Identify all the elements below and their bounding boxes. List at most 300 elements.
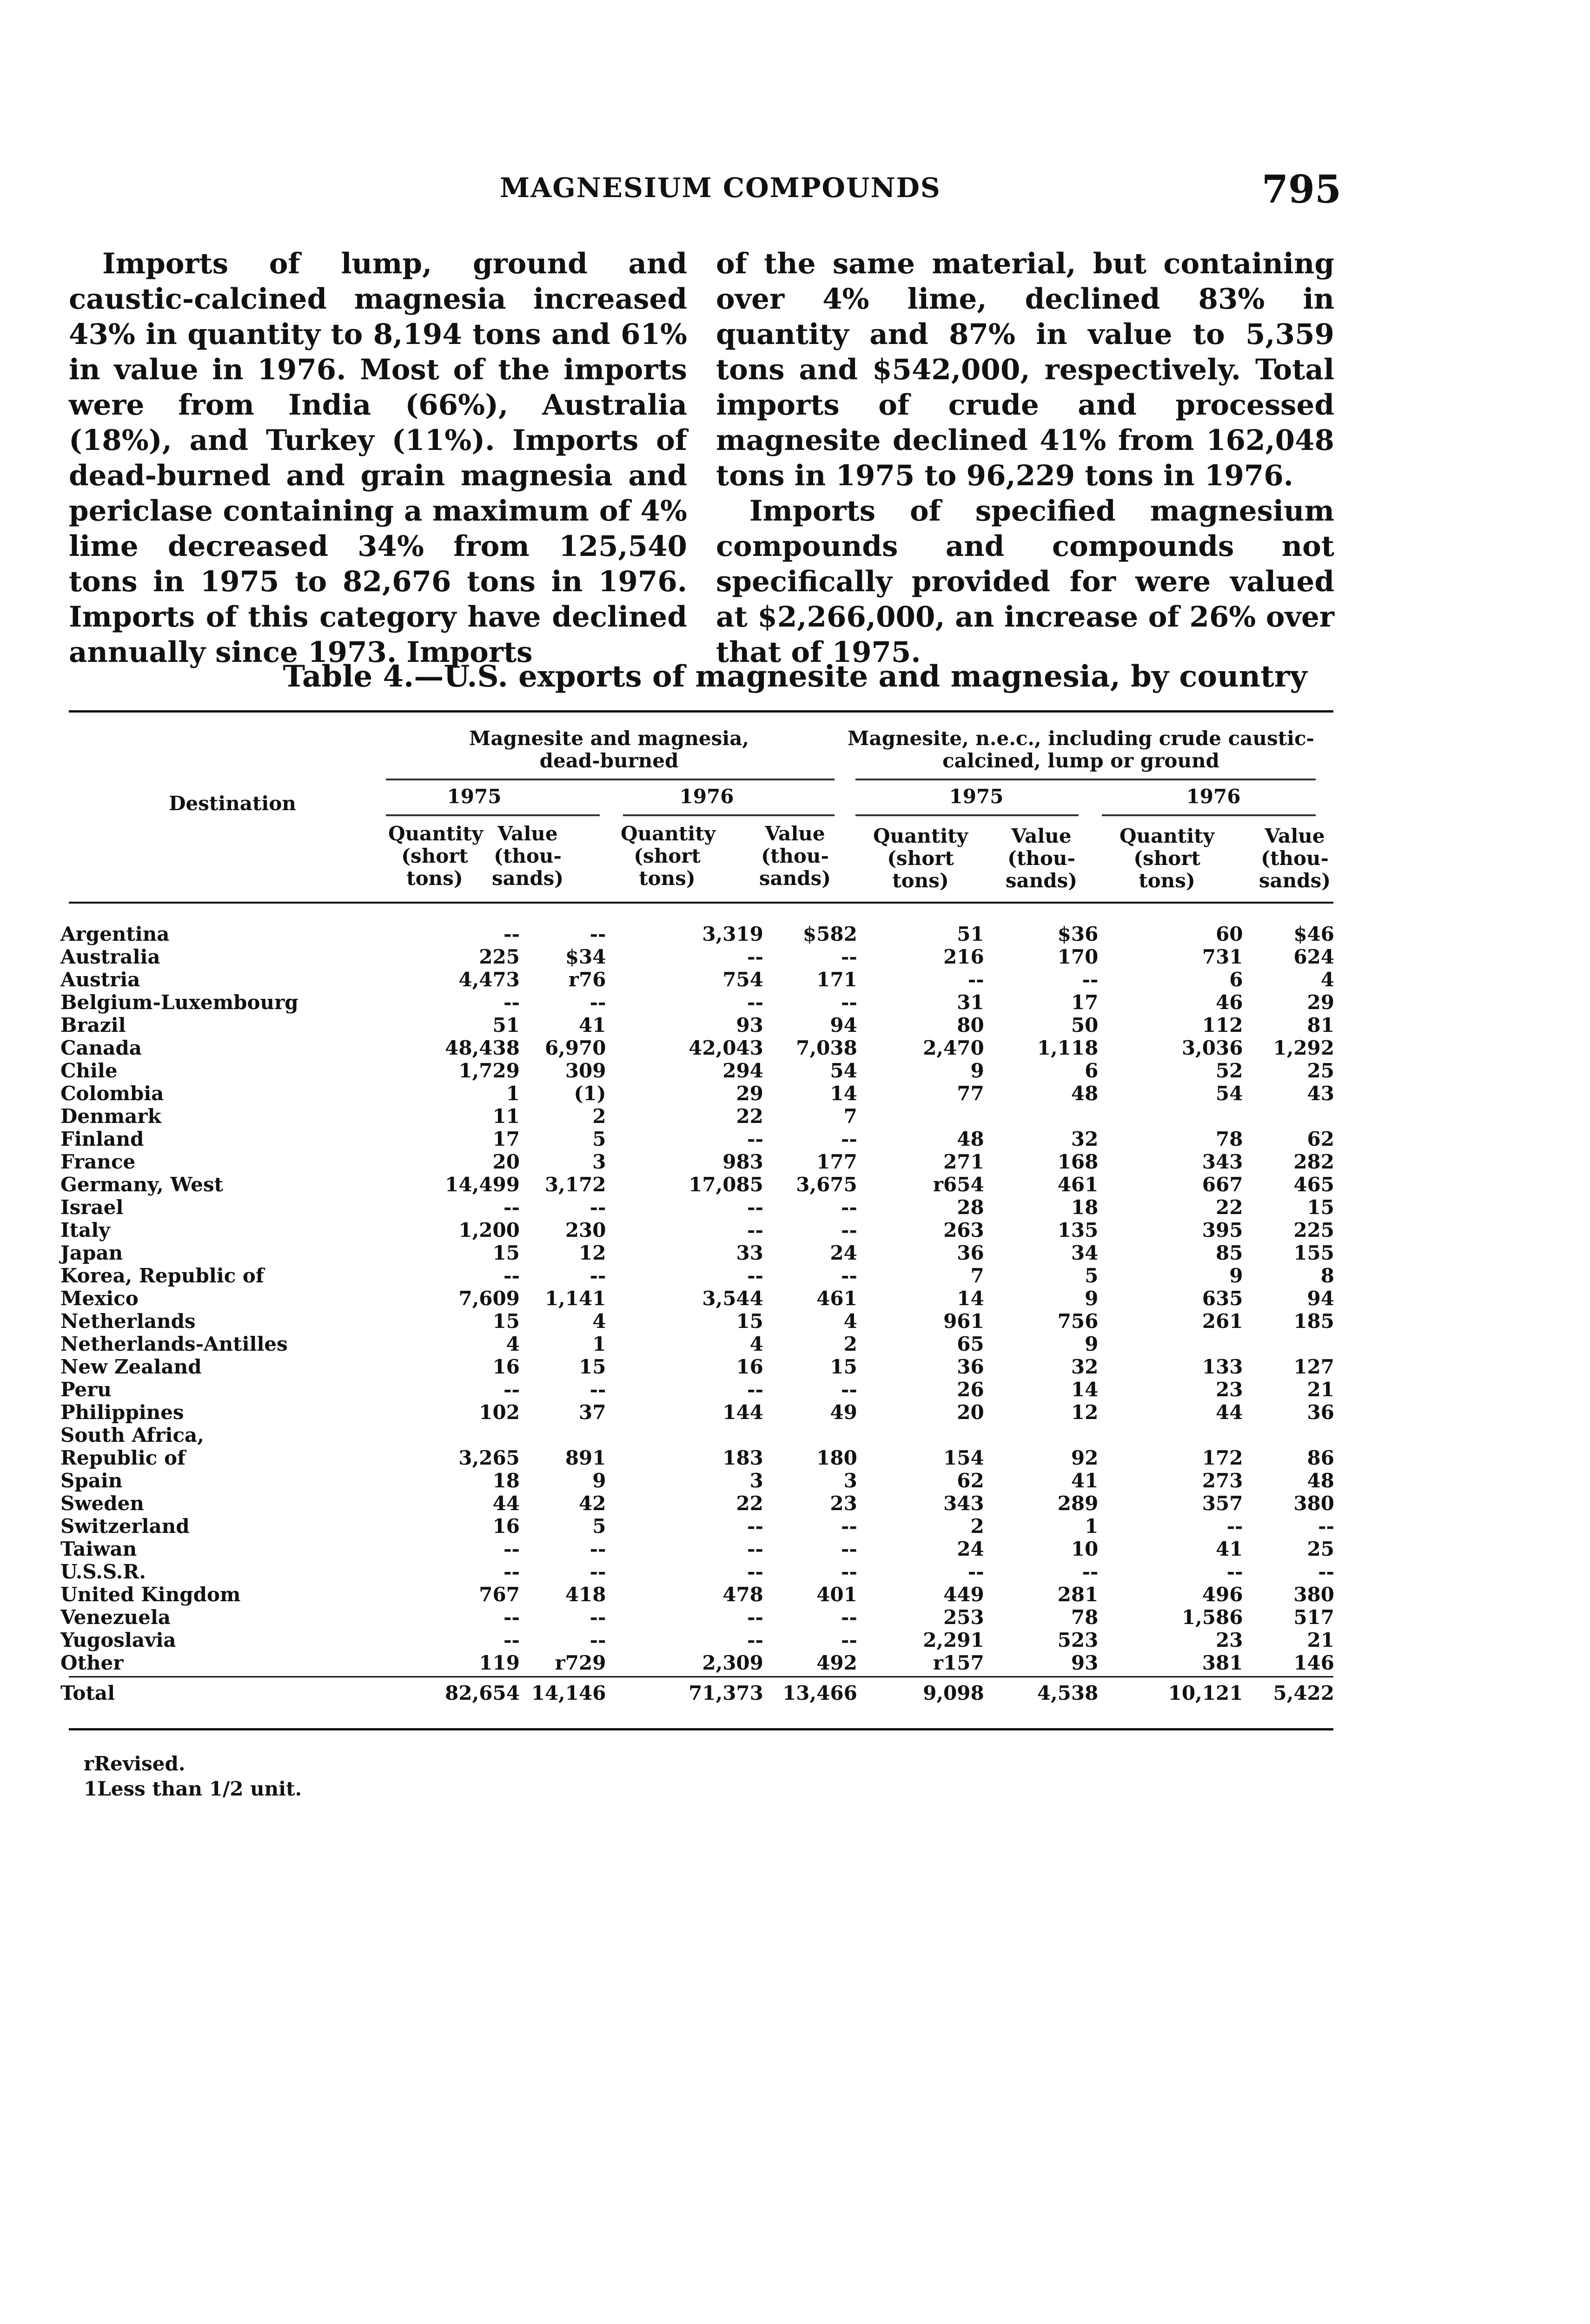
value-cell: 29 bbox=[1307, 991, 1334, 1014]
value-cell: 891 bbox=[565, 1446, 606, 1469]
value-cell: 5 bbox=[1085, 1264, 1099, 1287]
value-cell: 4 bbox=[592, 1310, 606, 1333]
value-cell: 523 bbox=[1057, 1629, 1099, 1651]
value-cell: 492 bbox=[816, 1651, 857, 1674]
year-underline bbox=[1102, 814, 1316, 816]
year-underline bbox=[386, 814, 600, 816]
table-row bbox=[60, 1173, 1334, 1196]
value-cell: 309 bbox=[565, 1059, 606, 1082]
value-cell: 25 bbox=[1307, 1059, 1334, 1082]
value-cell bbox=[1243, 1105, 1334, 1128]
value-cell: 51 bbox=[957, 923, 984, 945]
destination-cell: Colombia bbox=[60, 1082, 164, 1105]
value-cell: 12 bbox=[1071, 1401, 1099, 1424]
table-title: Table 4.—U.S. exports of magnesite and magnesia, by country bbox=[283, 659, 1307, 694]
value-cell: 32 bbox=[1071, 1128, 1099, 1150]
value-cell: 34 bbox=[1071, 1241, 1099, 1264]
destination-cell: Switzerland bbox=[60, 1515, 190, 1538]
value-cell: 12 bbox=[579, 1241, 606, 1264]
value-cell: -- bbox=[841, 1196, 857, 1219]
value-cell: 9 bbox=[970, 1059, 984, 1082]
destination-cell: Sweden bbox=[60, 1492, 144, 1515]
total-row bbox=[60, 1674, 1334, 1704]
value-cell: 42 bbox=[579, 1492, 606, 1515]
table-row bbox=[60, 1446, 1334, 1469]
destination-cell: Belgium-Luxembourg bbox=[60, 991, 298, 1014]
value-cell: -- bbox=[841, 991, 857, 1014]
value-cell: 230 bbox=[565, 1219, 606, 1241]
value-cell: 29 bbox=[736, 1082, 763, 1105]
value-cell: -- bbox=[590, 991, 606, 1014]
value-cell: 961 bbox=[943, 1310, 984, 1333]
value-cell: -- bbox=[590, 1264, 606, 1287]
value-cell: 36 bbox=[1307, 1401, 1334, 1424]
value-cell: 1 bbox=[592, 1333, 606, 1355]
value-cell: 77 bbox=[957, 1082, 984, 1105]
destination-cell: Spain bbox=[60, 1469, 123, 1492]
group-header-caustic: Magnesite, n.e.c., including crude caustic-calcined, lump or ground bbox=[848, 727, 1314, 772]
value-cell: 22 bbox=[1216, 1196, 1243, 1219]
destination-cell: Japan bbox=[60, 1241, 123, 1264]
value-cell bbox=[416, 1424, 520, 1446]
value-cell: 185 bbox=[1293, 1310, 1334, 1333]
value-cell: 2 bbox=[843, 1333, 857, 1355]
destination-cell: Venezuela bbox=[60, 1606, 171, 1629]
value-cell: 24 bbox=[830, 1241, 857, 1264]
value-cell: 119 bbox=[479, 1651, 520, 1674]
value-cell: 3,319 bbox=[702, 923, 763, 945]
value-cell: 271 bbox=[943, 1150, 984, 1173]
value-cell: 44 bbox=[492, 1492, 520, 1515]
value-cell: 2,470 bbox=[923, 1037, 984, 1059]
value-cell: 4 bbox=[843, 1310, 857, 1333]
value-cell: 48 bbox=[1071, 1082, 1099, 1105]
value-header: Value (thou- sands) bbox=[1005, 825, 1078, 892]
value-cell: 14,499 bbox=[445, 1173, 520, 1196]
value-cell: 4,473 bbox=[458, 968, 520, 991]
value-cell: 154 bbox=[943, 1446, 984, 1469]
paragraph: Imports of specified magnesium compounds and compounds not specifically provided for were valued at $2,266,000, an increase of 26% over that of 1975. bbox=[716, 495, 1334, 669]
value-cell: -- bbox=[747, 1560, 763, 1583]
value-cell: 5,422 bbox=[1273, 1682, 1334, 1704]
value-cell: 15 bbox=[736, 1310, 763, 1333]
value-cell: 478 bbox=[722, 1583, 763, 1606]
destination-cell: Taiwan bbox=[60, 1538, 137, 1560]
table-row bbox=[60, 1219, 1334, 1241]
value-cell: 1,141 bbox=[544, 1287, 606, 1310]
destination-cell: Mexico bbox=[60, 1287, 139, 1310]
value-cell: 168 bbox=[1057, 1150, 1099, 1173]
value-cell: -- bbox=[841, 1128, 857, 1150]
value-cell: 1 bbox=[1085, 1515, 1099, 1538]
value-cell: 465 bbox=[1293, 1173, 1334, 1196]
value-cell: 102 bbox=[479, 1401, 520, 1424]
header-bottom-rule bbox=[69, 902, 1333, 904]
value-cell: 15 bbox=[492, 1310, 520, 1333]
body-column-left bbox=[69, 246, 687, 670]
value-cell: 756 bbox=[1057, 1310, 1099, 1333]
value-cell: 2 bbox=[592, 1105, 606, 1128]
value-cell: 26 bbox=[957, 1378, 984, 1401]
value-cell: 3 bbox=[592, 1150, 606, 1173]
value-cell: 36 bbox=[957, 1241, 984, 1264]
total-rule bbox=[69, 1676, 1333, 1677]
exports-table bbox=[60, 923, 1334, 1704]
table-row bbox=[60, 1287, 1334, 1310]
value-cell: 4,538 bbox=[1037, 1682, 1099, 1704]
value-cell: -- bbox=[504, 1196, 520, 1219]
value-cell: 14 bbox=[957, 1287, 984, 1310]
value-cell: 496 bbox=[1202, 1583, 1243, 1606]
value-cell: r654 bbox=[933, 1173, 984, 1196]
value-cell: 71,373 bbox=[689, 1682, 763, 1704]
destination-cell: Australia bbox=[60, 945, 160, 968]
value-cell: 16 bbox=[492, 1515, 520, 1538]
value-cell: 1 bbox=[506, 1082, 520, 1105]
value-cell: 146 bbox=[1293, 1651, 1334, 1674]
destination-cell: South Africa, bbox=[60, 1424, 204, 1446]
value-cell: 80 bbox=[957, 1014, 984, 1037]
table-top-rule bbox=[69, 710, 1333, 713]
value-cell: 6 bbox=[1085, 1059, 1099, 1082]
value-cell: 7,038 bbox=[796, 1037, 857, 1059]
table-row bbox=[60, 1333, 1334, 1355]
value-cell: -- bbox=[504, 923, 520, 945]
footnote-revised: rRevised. bbox=[84, 1752, 186, 1775]
table-row bbox=[60, 1515, 1334, 1538]
table-row bbox=[60, 1378, 1334, 1401]
value-cell: 767 bbox=[479, 1583, 520, 1606]
value-cell: -- bbox=[841, 1629, 857, 1651]
value-cell: -- bbox=[747, 1378, 763, 1401]
value-cell: 395 bbox=[1202, 1219, 1243, 1241]
value-cell: -- bbox=[747, 1629, 763, 1651]
value-cell: -- bbox=[841, 1560, 857, 1583]
value-cell: -- bbox=[967, 1560, 984, 1583]
destination-cell: Chile bbox=[60, 1059, 118, 1082]
destination-cell: Finland bbox=[60, 1128, 144, 1150]
value-cell: 17,085 bbox=[689, 1173, 763, 1196]
table-row bbox=[60, 1037, 1334, 1059]
value-cell: 16 bbox=[736, 1355, 763, 1378]
value-cell: $582 bbox=[802, 923, 857, 945]
value-cell: 18 bbox=[492, 1469, 520, 1492]
value-cell: 216 bbox=[943, 945, 984, 968]
value-cell: 273 bbox=[1202, 1469, 1243, 1492]
value-cell bbox=[1098, 1424, 1243, 1446]
value-cell: 21 bbox=[1307, 1378, 1334, 1401]
value-cell: 6,970 bbox=[544, 1037, 606, 1059]
value-cell: 20 bbox=[957, 1401, 984, 1424]
value-cell bbox=[984, 1424, 1099, 1446]
value-cell: 177 bbox=[816, 1150, 857, 1173]
value-cell: -- bbox=[590, 923, 606, 945]
value-cell: 33 bbox=[736, 1241, 763, 1264]
value-cell: 54 bbox=[830, 1059, 857, 1082]
destination-header: Destination bbox=[169, 792, 296, 815]
year-header: 1976 bbox=[679, 785, 734, 808]
value-cell: $36 bbox=[1057, 923, 1099, 945]
value-cell: 17 bbox=[1071, 991, 1099, 1014]
value-cell: 127 bbox=[1293, 1355, 1334, 1378]
value-cell: 46 bbox=[1216, 991, 1243, 1014]
value-cell: -- bbox=[841, 1515, 857, 1538]
value-cell: 225 bbox=[479, 945, 520, 968]
value-cell: 3,036 bbox=[1181, 1037, 1243, 1059]
value-cell: 731 bbox=[1202, 945, 1243, 968]
value-cell: 294 bbox=[722, 1059, 763, 1082]
value-cell bbox=[857, 1424, 984, 1446]
table-row bbox=[60, 1560, 1334, 1583]
table-row bbox=[60, 1538, 1334, 1560]
value-cell: -- bbox=[504, 1264, 520, 1287]
destination-cell: Netherlands-Antilles bbox=[60, 1333, 288, 1355]
value-cell: 94 bbox=[830, 1014, 857, 1037]
value-cell: 60 bbox=[1216, 923, 1243, 945]
value-cell: -- bbox=[590, 1196, 606, 1219]
value-cell: -- bbox=[747, 1538, 763, 1560]
value-cell: 133 bbox=[1202, 1355, 1243, 1378]
table-row bbox=[60, 991, 1334, 1014]
quantity-header: Quantity (short tons) bbox=[1119, 825, 1215, 892]
value-cell: 31 bbox=[957, 991, 984, 1014]
value-cell: -- bbox=[590, 1538, 606, 1560]
value-cell: 1,118 bbox=[1037, 1037, 1099, 1059]
year-header: 1975 bbox=[447, 785, 502, 808]
destination-cell: France bbox=[60, 1150, 136, 1173]
value-cell: -- bbox=[1226, 1560, 1243, 1583]
value-cell: 81 bbox=[1307, 1014, 1334, 1037]
value-cell: 380 bbox=[1293, 1492, 1334, 1515]
value-cell: $34 bbox=[565, 945, 606, 968]
value-cell: 86 bbox=[1307, 1446, 1334, 1469]
value-cell: 225 bbox=[1293, 1219, 1334, 1241]
page-header bbox=[0, 163, 1590, 218]
year-underline bbox=[855, 814, 1079, 816]
value-cell: 418 bbox=[565, 1583, 606, 1606]
value-cell: 6 bbox=[1229, 968, 1243, 991]
value-cell: -- bbox=[841, 1606, 857, 1629]
value-cell: 381 bbox=[1202, 1651, 1243, 1674]
value-cell: -- bbox=[747, 1515, 763, 1538]
value-cell: 85 bbox=[1216, 1241, 1243, 1264]
value-cell: 2,309 bbox=[702, 1651, 763, 1674]
group-header-dead-burned: Magnesite and magnesia, dead-burned bbox=[469, 727, 749, 772]
value-cell: 3 bbox=[749, 1469, 763, 1492]
running-title: MAGNESIUM COMPOUNDS bbox=[500, 172, 941, 204]
value-cell: 23 bbox=[830, 1492, 857, 1515]
value-header: Value (thou- sands) bbox=[491, 822, 564, 890]
value-cell bbox=[1243, 1333, 1334, 1355]
value-cell: 21 bbox=[1307, 1629, 1334, 1651]
destination-cell: Italy bbox=[60, 1219, 110, 1241]
destination-cell: Peru bbox=[60, 1378, 112, 1401]
value-cell: 3,265 bbox=[458, 1446, 520, 1469]
value-cell: 1,292 bbox=[1273, 1037, 1334, 1059]
table-row bbox=[60, 1629, 1334, 1651]
value-cell: 48 bbox=[957, 1128, 984, 1150]
value-cell: -- bbox=[967, 968, 984, 991]
value-cell: 62 bbox=[1307, 1128, 1334, 1150]
value-cell: 51 bbox=[492, 1014, 520, 1037]
value-cell: -- bbox=[1082, 1560, 1099, 1583]
value-cell: 93 bbox=[1071, 1651, 1099, 1674]
destination-cell: Argentina bbox=[60, 923, 170, 945]
quantity-header: Quantity (short tons) bbox=[873, 825, 968, 892]
value-cell: 343 bbox=[943, 1492, 984, 1515]
value-cell: r729 bbox=[555, 1651, 606, 1674]
value-cell: 15 bbox=[830, 1355, 857, 1378]
value-header: Value (thou- sands) bbox=[1259, 825, 1331, 892]
value-cell: 253 bbox=[943, 1606, 984, 1629]
value-cell: 461 bbox=[1057, 1173, 1099, 1196]
value-cell: -- bbox=[504, 1378, 520, 1401]
value-cell: 135 bbox=[1057, 1219, 1099, 1241]
value-cell: 54 bbox=[1216, 1082, 1243, 1105]
value-cell: 49 bbox=[830, 1401, 857, 1424]
table-row bbox=[60, 945, 1334, 968]
destination-cell: U.S.S.R. bbox=[60, 1560, 146, 1583]
value-cell: 635 bbox=[1202, 1287, 1243, 1310]
value-cell: 1,729 bbox=[458, 1059, 520, 1082]
value-cell: 17 bbox=[492, 1128, 520, 1150]
destination-cell: Austria bbox=[60, 968, 140, 991]
value-cell: 5 bbox=[592, 1515, 606, 1538]
value-cell: 112 bbox=[1202, 1014, 1243, 1037]
table-row bbox=[60, 1651, 1334, 1674]
value-cell: 9,098 bbox=[923, 1682, 984, 1704]
quantity-header: Quantity (short tons) bbox=[388, 822, 484, 890]
footnote-less-than: 1Less than 1/2 unit. bbox=[84, 1777, 302, 1800]
destination-cell: Netherlands bbox=[60, 1310, 196, 1333]
value-cell: -- bbox=[841, 1538, 857, 1560]
value-cell: 1,200 bbox=[458, 1219, 520, 1241]
value-cell: -- bbox=[841, 1378, 857, 1401]
value-cell: 18 bbox=[1071, 1196, 1099, 1219]
value-cell: 357 bbox=[1202, 1492, 1243, 1515]
value-cell: 461 bbox=[816, 1287, 857, 1310]
value-cell: 1,586 bbox=[1181, 1606, 1243, 1629]
destination-cell: Brazil bbox=[60, 1014, 126, 1037]
table-row bbox=[60, 923, 1334, 945]
table-row bbox=[60, 1082, 1334, 1105]
year-underline bbox=[623, 814, 835, 816]
table-row bbox=[60, 968, 1334, 991]
value-cell: -- bbox=[747, 991, 763, 1014]
year-header: 1976 bbox=[1186, 785, 1241, 808]
value-cell: 10,121 bbox=[1168, 1682, 1243, 1704]
value-cell: (1) bbox=[574, 1082, 606, 1105]
value-cell: 78 bbox=[1216, 1128, 1243, 1150]
value-cell: -- bbox=[1318, 1560, 1334, 1583]
value-cell: 41 bbox=[1216, 1538, 1243, 1560]
value-cell: 380 bbox=[1293, 1583, 1334, 1606]
destination-cell: United Kingdom bbox=[60, 1583, 241, 1606]
quantity-header: Quantity (short tons) bbox=[621, 822, 716, 890]
value-cell: -- bbox=[504, 1538, 520, 1560]
value-cell: 401 bbox=[816, 1583, 857, 1606]
value-cell: r157 bbox=[933, 1651, 984, 1674]
value-cell: -- bbox=[504, 1560, 520, 1583]
value-cell: 22 bbox=[736, 1105, 763, 1128]
table-row bbox=[60, 1469, 1334, 1492]
value-cell: -- bbox=[590, 1560, 606, 1583]
value-cell: $46 bbox=[1293, 923, 1334, 945]
value-cell: 282 bbox=[1293, 1150, 1334, 1173]
table-row bbox=[60, 1583, 1334, 1606]
table-row bbox=[60, 1014, 1334, 1037]
value-cell: 36 bbox=[957, 1355, 984, 1378]
value-cell: 263 bbox=[943, 1219, 984, 1241]
value-cell bbox=[1098, 1333, 1243, 1355]
value-cell: -- bbox=[747, 945, 763, 968]
table-row bbox=[60, 1128, 1334, 1150]
value-cell: -- bbox=[590, 1378, 606, 1401]
value-cell bbox=[857, 1105, 984, 1128]
value-cell: 667 bbox=[1202, 1173, 1243, 1196]
value-cell: 624 bbox=[1293, 945, 1334, 968]
table-row bbox=[60, 1310, 1334, 1333]
table-row bbox=[60, 1355, 1334, 1378]
value-cell: 9 bbox=[1229, 1264, 1243, 1287]
destination-cell: Canada bbox=[60, 1037, 142, 1059]
value-cell: 62 bbox=[957, 1469, 984, 1492]
table-row bbox=[60, 1401, 1334, 1424]
value-cell: -- bbox=[747, 1264, 763, 1287]
value-cell: -- bbox=[1226, 1515, 1243, 1538]
value-cell: 10 bbox=[1071, 1538, 1099, 1560]
value-cell: 82,654 bbox=[445, 1682, 520, 1704]
value-cell: 172 bbox=[1202, 1446, 1243, 1469]
value-cell: 24 bbox=[957, 1538, 984, 1560]
value-cell bbox=[1243, 1424, 1334, 1446]
table-row bbox=[60, 1606, 1334, 1629]
value-cell: 44 bbox=[1216, 1401, 1243, 1424]
value-cell: 7,609 bbox=[458, 1287, 520, 1310]
value-cell: -- bbox=[504, 1606, 520, 1629]
value-cell: 289 bbox=[1057, 1492, 1099, 1515]
value-cell: 78 bbox=[1071, 1606, 1099, 1629]
value-cell: 261 bbox=[1202, 1310, 1243, 1333]
value-cell: 16 bbox=[492, 1355, 520, 1378]
page-number: 795 bbox=[1261, 167, 1341, 212]
table-row bbox=[60, 1241, 1334, 1264]
value-cell: 180 bbox=[816, 1446, 857, 1469]
value-cell: 7 bbox=[843, 1105, 857, 1128]
destination-cell: Other bbox=[60, 1651, 124, 1674]
value-cell: -- bbox=[747, 1219, 763, 1241]
value-cell bbox=[606, 1424, 763, 1446]
value-cell: 3,675 bbox=[796, 1173, 857, 1196]
value-cell: -- bbox=[841, 1264, 857, 1287]
value-cell: -- bbox=[747, 1128, 763, 1150]
year-header: 1975 bbox=[949, 785, 1004, 808]
table-row bbox=[60, 1150, 1334, 1173]
destination-cell: New Zealand bbox=[60, 1355, 202, 1378]
value-cell: 48 bbox=[1307, 1469, 1334, 1492]
table-row bbox=[60, 1105, 1334, 1128]
value-cell: 183 bbox=[722, 1446, 763, 1469]
value-cell: -- bbox=[747, 1196, 763, 1219]
destination-cell: Total bbox=[60, 1682, 115, 1704]
value-cell: 43 bbox=[1307, 1082, 1334, 1105]
value-cell: 28 bbox=[957, 1196, 984, 1219]
destination-cell: Philippines bbox=[60, 1401, 184, 1424]
group-underline bbox=[386, 779, 835, 780]
value-cell: 754 bbox=[722, 968, 763, 991]
value-cell: 281 bbox=[1057, 1583, 1099, 1606]
paragraph: Imports of lump, ground and caustic-calcined magnesia increased 43% in quantity to 8,194 tons and 61% in value in 1976. Most of the imports were from India (66%), Australia (18%), and Turkey (11%). Imports of dead-burned and grain magnesia and periclase containing a maximum of 4% lime decreased 34% from 125,540 tons in 1975 to 82,676 tons in 1976. Imports of this category have declined annually since 1973. Imports bbox=[69, 247, 687, 669]
